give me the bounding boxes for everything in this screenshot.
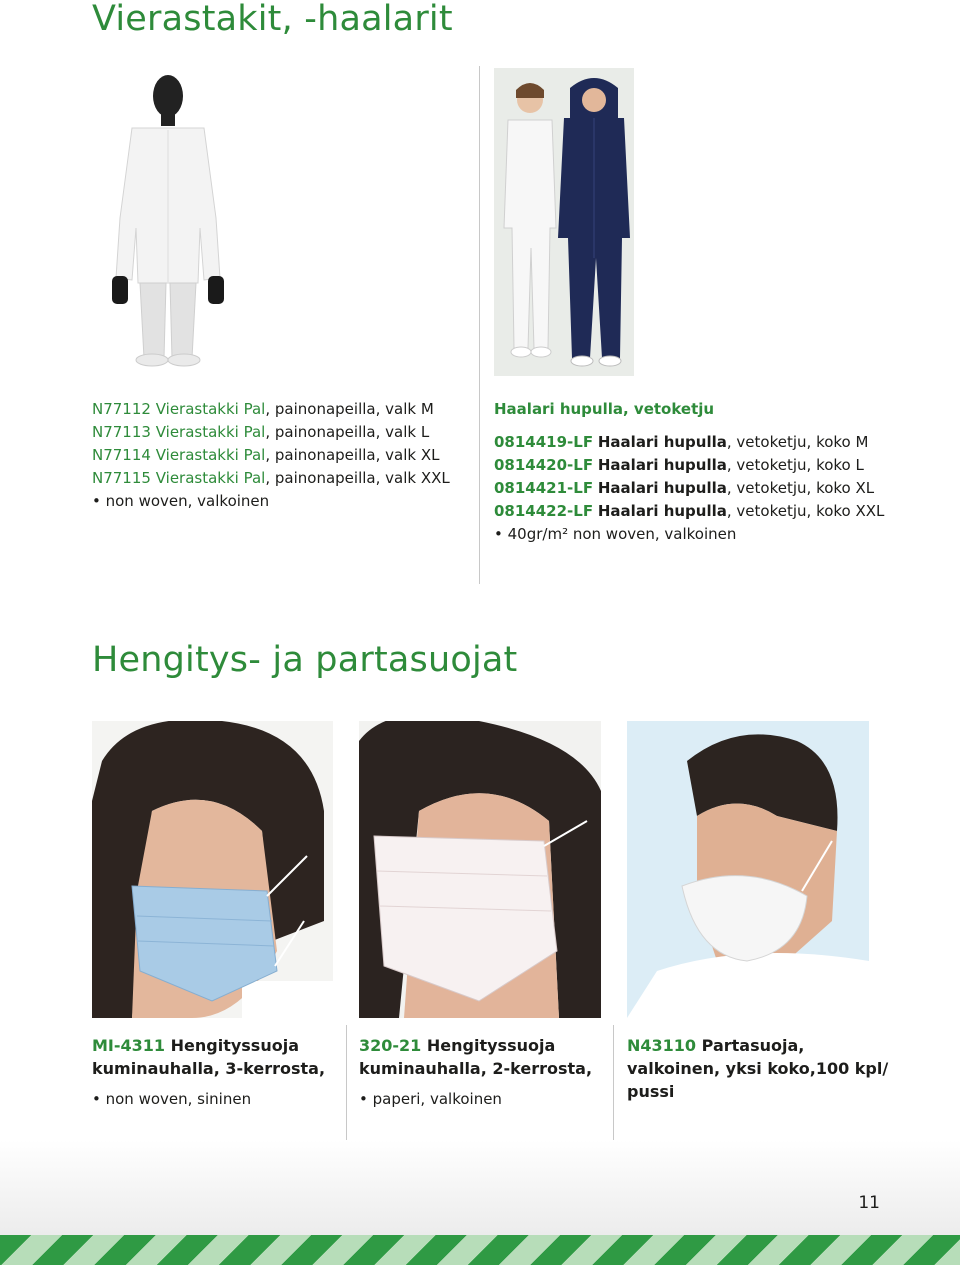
visitor-coat-photo	[92, 68, 244, 370]
white-mask-photo	[359, 721, 601, 1018]
column-divider	[346, 1025, 347, 1140]
beard-cover-photo	[627, 721, 869, 1018]
coverall-photo	[494, 68, 634, 376]
bullet-note: • non woven, valkoinen	[92, 492, 270, 510]
bullet-note: • paperi, valkoinen	[359, 1090, 502, 1108]
list-item: 0814420-LF Haalari hupulla, vetoketju, koko L	[494, 456, 864, 474]
coat-product-list	[92, 398, 450, 512]
list-item: N77112 Vierastakki Pal, painonapeilla, valk M	[92, 400, 434, 418]
coverall-heading: Haalari hupulla, vetoketju	[494, 400, 715, 418]
list-item: 0814419-LF Haalari hupulla, vetoketju, koko M	[494, 433, 869, 451]
page-number: 11	[858, 1193, 880, 1213]
list-item: N77115 Vierastakki Pal, painonapeilla, valk XXL	[92, 469, 450, 487]
coverall-product-list	[494, 398, 884, 545]
bullet-note: • non woven, sininen	[92, 1090, 252, 1108]
list-item: N77113 Vierastakki Pal, painonapeilla, valk L	[92, 423, 430, 441]
list-item: 0814421-LF Haalari hupulla, vetoketju, koko XL	[494, 479, 875, 497]
list-item: N77114 Vierastakki Pal, painonapeilla, valk XL	[92, 446, 440, 464]
list-item: 0814422-LF Haalari hupulla, vetoketju, koko XXL	[494, 502, 885, 520]
blue-mask-photo	[92, 721, 333, 1018]
column-divider	[479, 66, 480, 584]
section-title-visitor-coats: Vierastakit, -haalarit	[92, 0, 453, 39]
mask-product-3: N43110 Partasuoja, valkoinen, yksi koko,100 kpl/ pussi	[627, 1036, 889, 1101]
mask-product-1: MI-4311 Hengityssuoja kuminauhalla, 3-kerrosta, • non woven, sininen	[92, 1034, 337, 1110]
section-title-masks: Hengitys- ja partasuojat	[92, 640, 518, 680]
footer-stripe	[0, 1235, 960, 1265]
column-divider	[613, 1025, 614, 1140]
mask-product-2: 320-21 Hengityssuoja kuminauhalla, 2-kerrosta, • paperi, valkoinen	[359, 1034, 604, 1110]
bullet-note: • 40gr/m² non woven, valkoinen	[494, 525, 737, 543]
footer-background	[0, 1140, 960, 1235]
